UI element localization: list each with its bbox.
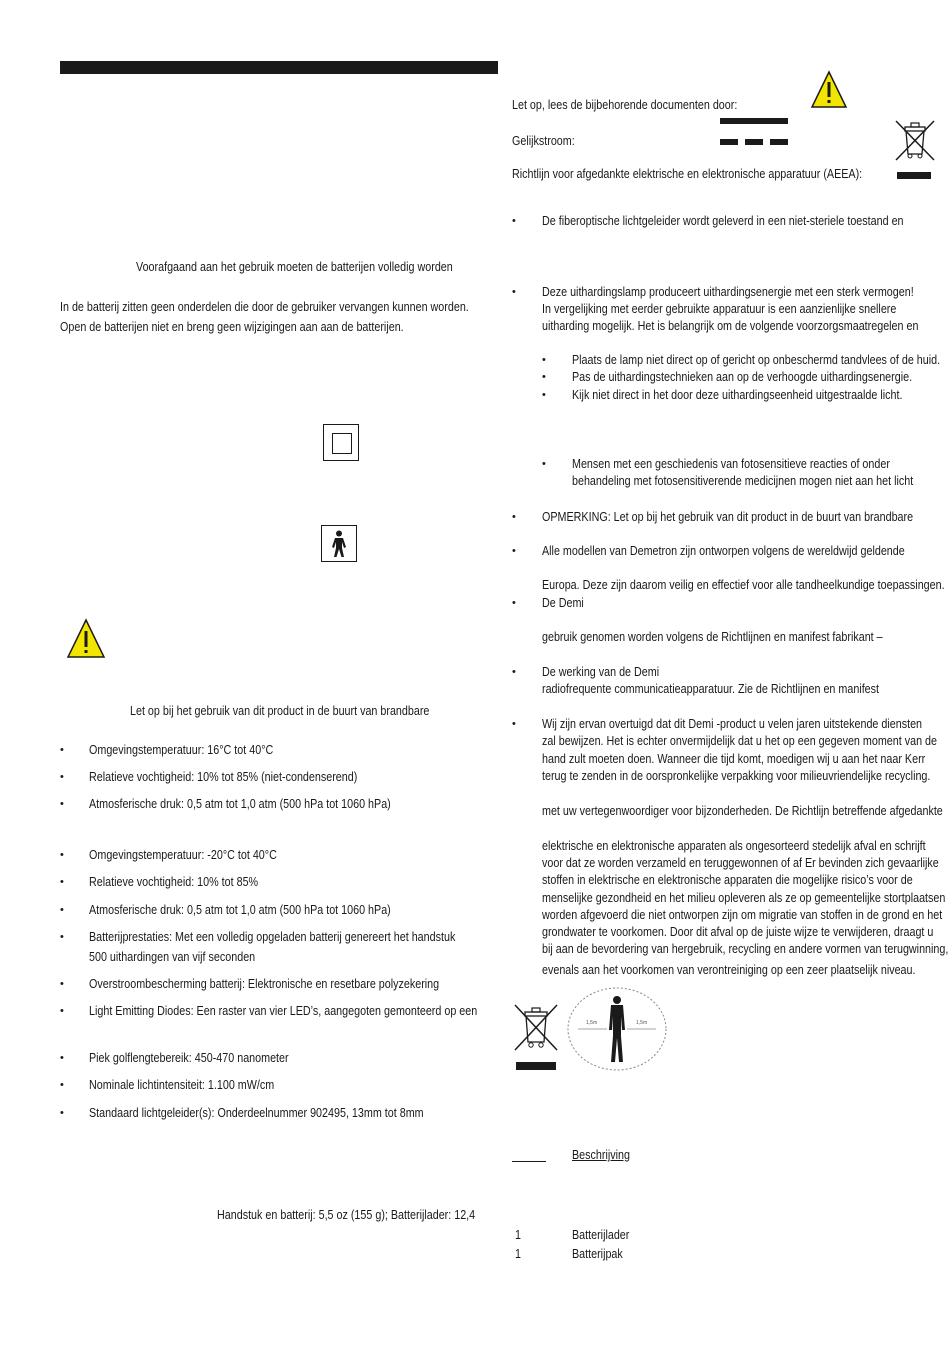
battery-performance-2: 500 uithardingen van vijf seconden: [89, 950, 256, 964]
operating-humidity: Relatieve vochtigheid: 10% tot 85% (niet-condenserend): [89, 770, 358, 784]
models-note: Alle modellen van Demetron zijn ontworpen volgens de wereldwijd geldende: [542, 544, 905, 558]
bullet-dot: [542, 396, 548, 402]
weee-text: voor dat ze worden verzameld en teruggewonnen of af Er bevinden zich gevaarlijke: [542, 856, 939, 870]
patient-zone-figure: [566, 986, 668, 1072]
recycle-text: terug te zenden in de oorspronkelijke verpakking voor milieuvriendelijke recycling.: [542, 769, 931, 783]
storage-temp: Omgevingstemperatuur: -20°C tot 40°C: [89, 848, 277, 862]
spec-wavelength: Piek golflengtebereik: 450-470 nanometer: [89, 1051, 289, 1065]
table-row-qty: 1: [515, 1228, 521, 1242]
recycle-text: Wij zijn ervan overtuigd dat dit Demi -product u velen jaren uitstekende diensten: [542, 717, 923, 731]
dc-symbol-dash: [745, 139, 763, 145]
bullet-dot: [512, 552, 518, 558]
demi-work-note: De werking van de Demi: [542, 665, 660, 679]
caution-icon: [810, 70, 848, 110]
warning-icon: [66, 618, 106, 660]
bullet-dot: [60, 911, 66, 917]
weight-spec: Handstuk en batterij: 5,5 oz (155 g); Batterijlader: 12,4: [217, 1208, 476, 1222]
bullet-dot: [60, 856, 66, 862]
fiberoptic-note: De fiberoptische lichtgeleider wordt geleverd in een niet-steriele toestand en: [542, 214, 904, 228]
weee-bar-symbol: [897, 172, 931, 179]
spec-lightguide: Standaard lichtgeleider(s): Onderdeelnummer 902495, 13mm tot 8mm: [89, 1106, 424, 1120]
precaution-item: Kijk niet direct in het door deze uithardingseenheid uitgestraalde licht.: [572, 388, 903, 402]
curing-warning-2: In vergelijking met eerder gebruikte apparatuur is een aanzienlijke snellere: [542, 302, 897, 316]
bullet-dot: [60, 985, 66, 991]
battery-note-3: Open de batterijen niet en breng geen wijzigingen aan aan de batterijen.: [60, 320, 404, 334]
bullet-dot: [512, 725, 518, 731]
bullet-dot: [60, 1114, 66, 1120]
bullet-dot: [542, 465, 548, 471]
curing-warning: Deze uithardingslamp produceert uithardingsenergie met een sterk vermogen!: [542, 285, 914, 299]
storage-humidity: Relatieve vochtigheid: 10% tot 85%: [89, 875, 259, 889]
remark-note: OPMERKING: Let op bij het gebruik van dit product in de buurt van brandbare: [542, 510, 914, 524]
storage-pressure: Atmosferische druk: 0,5 atm tot 1,0 atm (500 hPa tot 1060 hPa): [89, 903, 391, 917]
weee-text: evenals aan het voorkomen van verontreiniging op een zeer plaatselijk niveau.: [542, 963, 916, 977]
bullet-dot: [512, 293, 518, 299]
precaution-item: Pas de uithardingstechnieken aan op de verhoogde uithardingsenergie.: [572, 370, 913, 384]
weee-bin-icon: [512, 1002, 560, 1072]
weee-text: stoffen in elektrische en elektronische apparaten die mogelijke risico’s voor de: [542, 873, 913, 887]
weee-text: grondwater te voorkomen. Door dit afval op de juiste wijze te verwijderen, draagt u: [542, 925, 934, 939]
bullet-dot: [512, 604, 518, 610]
bullet-dot: [60, 1086, 66, 1092]
symbol-weee-label: Richtlijn voor afgedankte elektrische en elektronische apparatuur (AEEA):: [512, 167, 863, 181]
weee-text: menselijke gezondheid en het milieu opleveren als ze op gemeentelijke stortplaatsen: [542, 891, 946, 905]
class-ii-icon: [323, 424, 359, 461]
photosensitive-warning: Mensen met een geschiedenis van fotosensitieve reacties of onder: [572, 457, 890, 471]
battery-note-2: In de batterij zitten geen onderdelen die door de gebruiker vervangen kunnen worden.: [60, 300, 469, 314]
bullet-dot: [60, 1059, 66, 1065]
battery-performance: Batterijprestaties: Met een volledig opgeladen batterij genereert het handstuk: [89, 930, 456, 944]
bullet-dot: [60, 883, 66, 889]
weee-text: bij aan de bevordering van hergebruik, recycling en andere vormen van terugwinning,: [542, 942, 949, 956]
bullet-dot: [60, 938, 66, 944]
precaution-item: Plaats de lamp niet direct op of gericht op onbeschermd tandvlees of de huid.: [572, 353, 941, 367]
bullet-dot: [60, 778, 66, 784]
photosensitive-warning-2: behandeling met fotosensitiverende medicijnen mogen niet aan het licht: [572, 474, 914, 488]
header-bar: [60, 61, 498, 74]
bullet-dot: [60, 1012, 66, 1018]
spec-intensity: Nominale lichtintensiteit: 1.100 mW/cm: [89, 1078, 275, 1092]
led-description: Light Emitting Diodes: Een raster van vier LED’s, aangegoten gemonteerd op een: [89, 1004, 478, 1018]
bullet-dot: [512, 673, 518, 679]
demi-note: De Demi: [542, 596, 584, 610]
symbol-dc-label: Gelijkstroom:: [512, 134, 575, 148]
bullet-dot: [542, 378, 548, 384]
bullet-dot: [60, 751, 66, 757]
models-note-2: Europa. Deze zijn daarom veilig en effectief voor alle tandheelkundige toepassingen.: [542, 578, 945, 592]
bullet-dot: [512, 518, 518, 524]
battery-note: Voorafgaand aan het gebruik moeten de batterijen volledig worden: [136, 260, 453, 274]
overcurrent-protection: Overstroombescherming batterij: Elektronische en resetbare polyzekering: [89, 977, 440, 991]
type-b-applied-part-icon: [321, 525, 357, 562]
demi-note-2: gebruik genomen worden volgens de Richtlijnen en manifest fabrikant –: [542, 630, 883, 644]
symbol-caution-label: Let op, lees de bijbehorende documenten door:: [512, 98, 738, 112]
table-row-desc: Batterijpak: [572, 1247, 623, 1261]
contact-text: met uw vertegenwoordiger voor bijzonderheden. De Richtlijn betreffende afgedankte: [542, 804, 943, 818]
table-header-description: Beschrijving: [572, 1148, 630, 1162]
flammable-note: Let op bij het gebruik van dit product in de buurt van brandbare: [130, 704, 430, 718]
recycle-text: hand zult moeten doen. Wanneer die tijd komt, moedigen wij u aan het naar Kerr: [542, 752, 926, 766]
table-row-desc: Batterijlader: [572, 1228, 630, 1242]
bullet-dot: [60, 805, 66, 811]
operating-pressure: Atmosferische druk: 0,5 atm tot 1,0 atm (500 hPa tot 1060 hPa): [89, 797, 391, 811]
dc-symbol-dash: [720, 139, 738, 145]
dc-symbol-solid: [720, 118, 788, 124]
demi-work-note-2: radiofrequente communicatieapparatuur. Zie de Richtlijnen en manifest: [542, 682, 880, 696]
zone-distance-right: 1,5m: [636, 1020, 648, 1026]
bullet-dot: [542, 361, 548, 367]
weee-text: elektrische en elektronische apparaten als ongesorteerd stedelijk afval en schrijft: [542, 839, 926, 853]
weee-text: worden afgevoerd die niet ontworpen zijn om migratie van stoffen in de grond en het: [542, 908, 943, 922]
dc-symbol-dash: [770, 139, 788, 145]
weee-bin-icon: [893, 118, 937, 162]
operating-temp: Omgevingstemperatuur: 16°C tot 40°C: [89, 743, 274, 757]
table-header-rule: [512, 1161, 546, 1162]
bullet-dot: [512, 222, 518, 228]
curing-warning-3: uitharding mogelijk. Het is belangrijk om de volgende voorzorgsmaatregelen en: [542, 319, 919, 333]
zone-distance-left: 1,5m: [586, 1020, 598, 1026]
table-row-qty: 1: [515, 1247, 521, 1261]
recycle-text: zal bewijzen. Het is echter onvermijdelijk dat u het op een gegeven moment van de: [542, 734, 937, 748]
